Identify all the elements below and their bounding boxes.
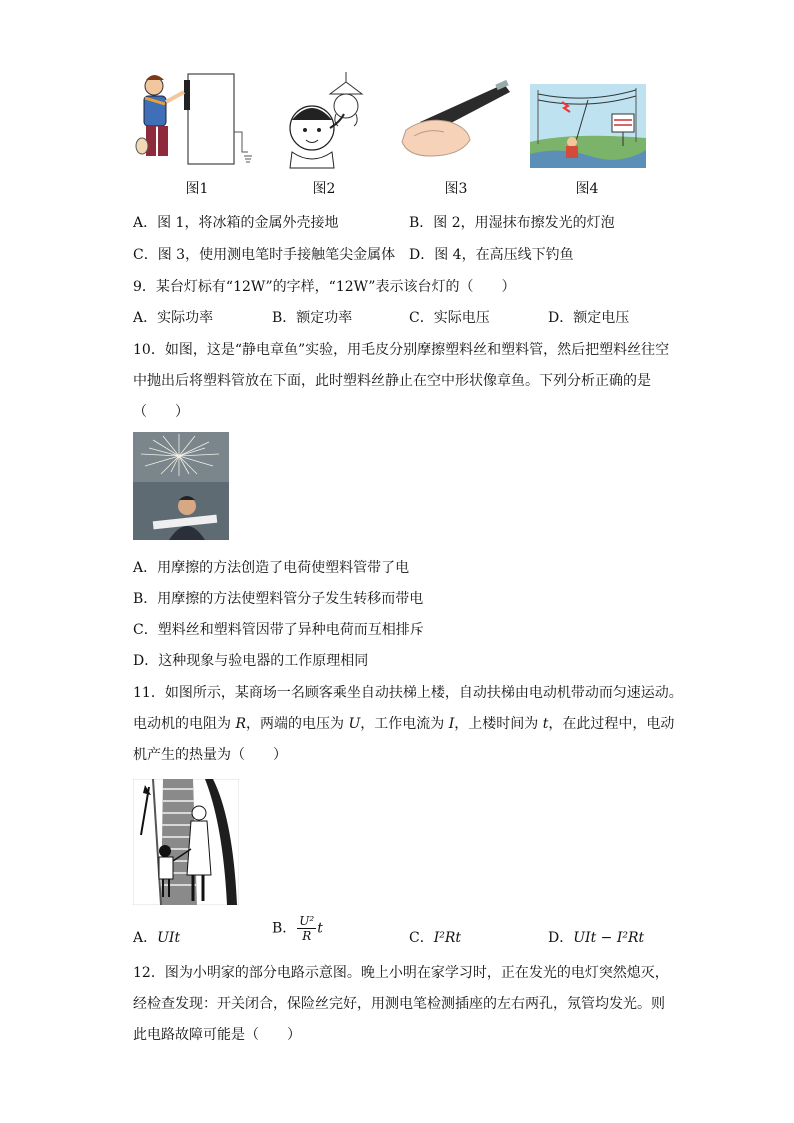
- q9-stem: 9．某台灯标有“12W”的字样，“12W”表示该台灯的（ ）: [133, 279, 516, 295]
- q10-stem-line-2: 中抛出后将塑料管放在下面，此时塑料丝静止在空中形状像章鱼。下列分析正确的是: [133, 373, 651, 389]
- q11-option-c[interactable]: [409, 927, 461, 947]
- q11-var-U: U: [348, 716, 361, 732]
- q9-option-b[interactable]: B．额定功率: [272, 310, 353, 326]
- q11-var-I: I: [448, 716, 455, 732]
- q11-option-c-label: C．: [409, 930, 434, 946]
- q11-text-4: ，上楼时间为: [454, 716, 543, 732]
- q10-option-c[interactable]: C．塑料丝和塑料管因带了异种电荷而互相排斥: [133, 622, 424, 638]
- q8-option-d[interactable]: D．图 4，在高压线下钓鱼: [409, 247, 574, 263]
- q11-option-b[interactable]: [272, 914, 323, 943]
- figure-2-caption: 图2: [312, 181, 336, 197]
- q10-option-d[interactable]: D．这种现象与验电器的工作原理相同: [133, 653, 369, 669]
- q10-static-octopus-photo: [133, 432, 229, 540]
- q10-stem-line-3: （ ）: [133, 404, 189, 420]
- q11-option-d-expression: UIt − I²Rt: [573, 930, 645, 946]
- q12-stem-line-3: 此电路故障可能是（ ）: [133, 1027, 301, 1043]
- q11-option-b-denominator: R: [302, 929, 312, 943]
- q11-var-t: t: [542, 716, 549, 732]
- q11-option-a-label: A．: [133, 930, 158, 946]
- q11-text-1: 电动机的电阻为: [133, 716, 236, 732]
- q11-option-d-label: D．: [548, 930, 574, 946]
- q11-stem-line-1: 11．如图所示，某商场一名顾客乘坐自动扶梯上楼，自动扶梯由电动机带动而匀速运动。: [133, 685, 683, 701]
- q11-text-2: ，两端的电压为: [246, 716, 349, 732]
- q11-option-b-fraction: [297, 914, 316, 943]
- q9-option-c[interactable]: C．实际电压: [409, 310, 490, 326]
- figure-4-fishing-illustration: [530, 84, 646, 168]
- q10-option-b[interactable]: B．用摩擦的方法使塑料管分子发生转移而带电: [133, 591, 424, 607]
- q11-option-b-t: t: [317, 920, 323, 937]
- q10-stem-line-1: 10．如图，这是“静电章鱼”实验，用毛皮分别摩擦塑料丝和塑料管，然后把塑料丝往空: [133, 342, 670, 358]
- q9-option-d[interactable]: D．额定电压: [548, 310, 630, 326]
- q11-option-c-expression: I²Rt: [433, 930, 462, 946]
- q11-var-R: R: [235, 716, 246, 732]
- q11-text-5: ，在此过程中，电动: [548, 716, 675, 732]
- q11-option-d[interactable]: [548, 927, 644, 947]
- q11-option-a-expression: UIt: [157, 930, 181, 946]
- q11-text-3: ，工作电流为: [360, 716, 449, 732]
- q11-escalator-illustration: [133, 779, 239, 905]
- figure-1-fridge-illustration: [132, 72, 258, 168]
- q8-option-b[interactable]: B．图 2，用湿抹布擦发光的灯泡: [409, 215, 615, 231]
- figure-3-test-pen-illustration: [400, 76, 512, 162]
- figure-1-caption: 图1: [185, 181, 209, 197]
- figure-3-caption: 图3: [444, 181, 468, 197]
- q10-option-a[interactable]: A．用摩擦的方法创造了电荷使塑料管带了电: [133, 560, 410, 576]
- q11-option-b-numerator: U²: [299, 914, 315, 928]
- figure-2-bulb-illustration: [272, 72, 376, 170]
- q12-stem-line-2: 经检查发现：开关闭合，保险丝完好，用测电笔检测插座的左右两孔，氖管均发光。则: [133, 996, 665, 1012]
- q11-option-a[interactable]: [133, 927, 180, 947]
- q11-stem-line-3: 机产生的热量为（ ）: [133, 747, 287, 763]
- q8-option-a[interactable]: A．图 1，将冰箱的金属外壳接地: [133, 215, 339, 231]
- q11-stem-line-2: [133, 713, 674, 733]
- q8-option-c[interactable]: C．图 3，使用测电笔时手接触笔尖金属体: [133, 247, 396, 263]
- q9-option-a[interactable]: A．实际功率: [133, 310, 214, 326]
- q12-stem-line-1: 12．图为小明家的部分电路示意图。晚上小明在家学习时，正在发光的电灯突然熄灭，: [133, 965, 669, 981]
- figure-4-caption: 图4: [575, 181, 599, 197]
- q11-option-b-label: B．: [272, 920, 297, 937]
